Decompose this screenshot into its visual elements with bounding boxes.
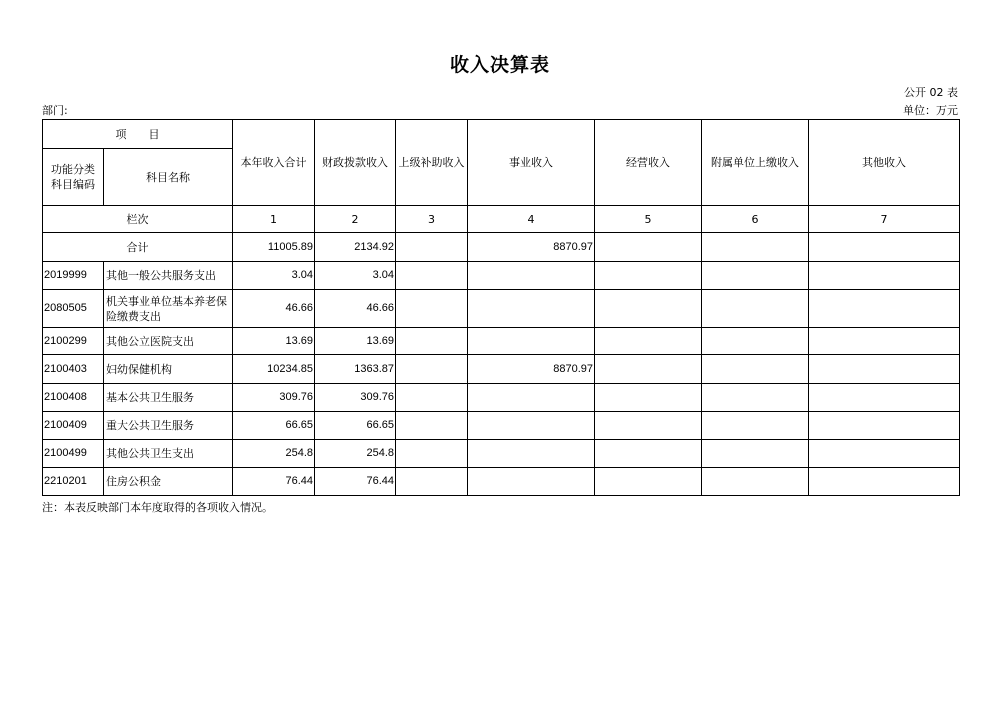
header-business: 经营收入: [595, 120, 702, 206]
row-affiliate: [702, 290, 809, 328]
row-code: 2100408: [43, 384, 104, 412]
total-row-business: [595, 233, 702, 262]
row-superior: [396, 468, 468, 496]
header-other: 其他收入: [809, 120, 960, 206]
column-num: 6: [702, 206, 809, 233]
row-affiliate: [702, 355, 809, 384]
row-career: [468, 290, 595, 328]
total-row-affiliate: [702, 233, 809, 262]
header-total: 本年收入合计: [233, 120, 315, 206]
table-row: [43, 290, 960, 328]
row-fiscal: 309.76: [315, 384, 396, 412]
row-fiscal: 1363.87: [315, 355, 396, 384]
table-row: [43, 384, 960, 412]
total-row-superior: [396, 233, 468, 262]
unit-label: 单位：万元: [903, 104, 958, 117]
row-total: 13.69: [233, 328, 315, 355]
row-code: 2019999: [43, 262, 104, 290]
row-total: 46.66: [233, 290, 315, 328]
row-other: [809, 328, 960, 355]
row-name: 妇幼保健机构: [104, 355, 233, 384]
department-label: 部门:: [42, 104, 68, 117]
table-row: [43, 468, 960, 496]
row-total: 66.65: [233, 412, 315, 440]
row-career: [468, 262, 595, 290]
row-affiliate: [702, 262, 809, 290]
column-num: 3: [396, 206, 468, 233]
column-num: 2: [315, 206, 396, 233]
row-name: 其他一般公共服务支出: [104, 262, 233, 290]
row-name: 重大公共卫生服务: [104, 412, 233, 440]
row-fiscal: 66.65: [315, 412, 396, 440]
row-code: 2080505: [43, 290, 104, 328]
header-superior: 上级补助收入: [396, 120, 468, 206]
row-affiliate: [702, 412, 809, 440]
row-fiscal: 254.8: [315, 440, 396, 468]
table-row: [43, 355, 960, 384]
table-row: [43, 328, 960, 355]
row-superior: [396, 290, 468, 328]
header-func-code: 功能分类科目编码: [43, 149, 104, 206]
row-total: 10234.85: [233, 355, 315, 384]
row-fiscal: 13.69: [315, 328, 396, 355]
row-total: 76.44: [233, 468, 315, 496]
row-business: [595, 412, 702, 440]
page-title: 收入决算表: [449, 54, 550, 76]
row-superior: [396, 355, 468, 384]
row-affiliate: [702, 328, 809, 355]
column-num: 4: [468, 206, 595, 233]
row-other: [809, 468, 960, 496]
header-career: 事业收入: [468, 120, 595, 206]
row-code: 2210201: [43, 468, 104, 496]
table-row: [43, 262, 960, 290]
column-num: 5: [595, 206, 702, 233]
table-note: 注：本表反映部门本年度取得的各项收入情况。: [42, 501, 273, 514]
income-final-accounts-table: [42, 119, 960, 496]
row-business: [595, 468, 702, 496]
row-career: 8870.97: [468, 355, 595, 384]
row-other: [809, 384, 960, 412]
table-row: [43, 440, 960, 468]
row-other: [809, 290, 960, 328]
row-name: 基本公共卫生服务: [104, 384, 233, 412]
row-other: [809, 262, 960, 290]
row-code: 2100499: [43, 440, 104, 468]
row-name: 机关事业单位基本养老保险缴费支出: [104, 290, 233, 328]
table-row: [43, 412, 960, 440]
header-fiscal: 财政拨款收入: [315, 120, 396, 206]
row-career: [468, 440, 595, 468]
column-num: 7: [809, 206, 960, 233]
row-business: [595, 262, 702, 290]
total-row-career: 8870.97: [468, 233, 595, 262]
row-superior: [396, 328, 468, 355]
row-name: 其他公立医院支出: [104, 328, 233, 355]
row-total: 309.76: [233, 384, 315, 412]
row-superior: [396, 262, 468, 290]
row-superior: [396, 440, 468, 468]
row-affiliate: [702, 384, 809, 412]
header-affiliate: 附属单位上缴收入: [702, 120, 809, 206]
row-career: [468, 328, 595, 355]
form-number: 公开 02 表: [904, 86, 958, 99]
row-business: [595, 355, 702, 384]
row-fiscal: 46.66: [315, 290, 396, 328]
total-row-other: [809, 233, 960, 262]
row-other: [809, 355, 960, 384]
total-row-total: 11005.89: [233, 233, 315, 262]
row-business: [595, 440, 702, 468]
row-name: 其他公共卫生支出: [104, 440, 233, 468]
row-code: 2100409: [43, 412, 104, 440]
total-row-fiscal: 2134.92: [315, 233, 396, 262]
row-career: [468, 384, 595, 412]
row-total: 3.04: [233, 262, 315, 290]
row-business: [595, 290, 702, 328]
row-career: [468, 468, 595, 496]
row-affiliate: [702, 468, 809, 496]
row-code: 2100403: [43, 355, 104, 384]
row-other: [809, 412, 960, 440]
row-total: 254.8: [233, 440, 315, 468]
header-item: 项 目: [43, 120, 233, 149]
column-num: 1: [233, 206, 315, 233]
row-other: [809, 440, 960, 468]
column-row-label: 栏次: [43, 206, 233, 233]
row-name: 住房公积金: [104, 468, 233, 496]
header-subject-name: 科目名称: [104, 149, 233, 206]
row-code: 2100299: [43, 328, 104, 355]
row-business: [595, 328, 702, 355]
row-business: [595, 384, 702, 412]
row-superior: [396, 384, 468, 412]
total-row-label: 合计: [43, 233, 233, 262]
row-affiliate: [702, 440, 809, 468]
row-career: [468, 412, 595, 440]
row-superior: [396, 412, 468, 440]
row-fiscal: 3.04: [315, 262, 396, 290]
row-fiscal: 76.44: [315, 468, 396, 496]
